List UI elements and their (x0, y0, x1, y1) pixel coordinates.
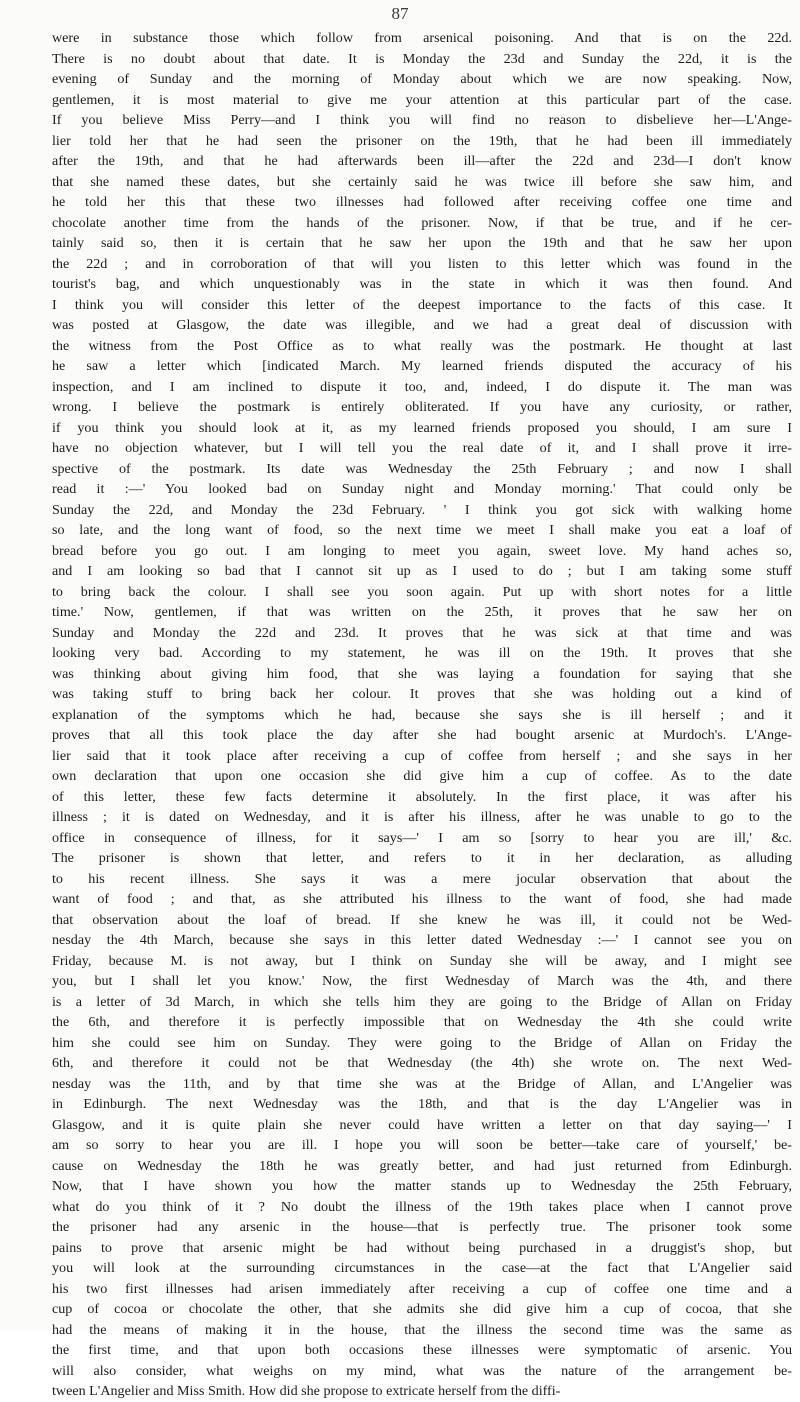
text-line: read it :—' You looked bad on Sunday night and Monday morning.' That could only be (52, 481, 792, 497)
text-line: proves that all this took place the day after she had bought arsenic at Murdoch's. L'Ange- (52, 727, 792, 743)
text-line: Now, that I have shown you how the matter stands up to Wednesday the 25th February, (52, 1178, 792, 1194)
page-number: 87 (391, 4, 409, 23)
text-line: If you believe Miss Perry—and I think you will find no reason to disbelieve her—L'Ange- (52, 112, 792, 128)
text-line: Glasgow, and it is quite plain she never could have written a letter on that day saying—' I (52, 1116, 792, 1133)
text-line: to bring back the colour. I shall see you soon again. Put up with short notes for a little (52, 583, 792, 600)
text-line: he saw a letter which [indicated March. My learned friends disputed the accuracy of his (52, 358, 792, 374)
text-line: pains to prove that arsenic might be had without being purchased in a druggist's shop, but (52, 1239, 792, 1256)
text-line: the 22d ; and in corroboration of that will you listen to this letter which was found in the (52, 255, 792, 272)
text-line: will also consider, what weighs on my mind, what was the nature of the arrangement be- (52, 1362, 792, 1379)
text-line: is a letter of 3d March, in which she tells him they are going to the Bridge of Allan on Friday (52, 993, 792, 1010)
text-line: Sunday the 22d, and Monday the 23d February. ' I think you got sick with walking home (52, 501, 792, 518)
text-line: tween L'Angelier and Miss Smith. How did she propose to extricate herself from the diffi- (52, 1383, 561, 1399)
text-line: nesday was the 11th, and by that time she was at the Bridge of Allan, and L'Angelier was (52, 1075, 792, 1092)
text-line: am so sorry to hear you are ill. I hope you will soon be better—take care of yourself,' be- (52, 1137, 792, 1153)
text-line: own declaration that upon one occasion she did give him a cup of coffee. As to the date (52, 768, 792, 784)
text-line: was taking stuff to bring back her colour. It proves that she was holding out a kind of (52, 686, 792, 702)
text-line: evening of Sunday and the morning of Monday about which we are now speaking. Now, (52, 71, 792, 87)
text-line: the 6th, and therefore it is perfectly impossible that on Wednesday the 4th she could write (52, 1014, 792, 1030)
text-line: There is no doubt about that date. It is Monday the 23d and Sunday the 22d, it is the (52, 50, 792, 67)
text-line: the witness from the Post Office as to what really was the postmark. He thought at last (52, 337, 792, 354)
text-line: 6th, and therefore it could not be that Wednesday (the 4th) she wrote on. The next Wed- (52, 1055, 792, 1071)
text-line: lier said that it took place after receiving a cup of coffee from herself ; and she says in her (52, 747, 792, 764)
text-line: I think you will consider this letter of the deepest importance to the facts of this case. It (52, 296, 792, 313)
text-line: you, but I shall let you know.' Now, the first Wednesday of March was the 4th, and there (52, 973, 792, 989)
text-line: inspection, and I am inclined to dispute it too, and, indeed, I do dispute it. The man was (52, 378, 792, 395)
text-line: was posted at Glasgow, the date was illegible, and we had a great deal of discussion with (52, 317, 792, 333)
text-line: office in consequence of illness, for it says—' I am so [sorry to hear you are ill,' &c. (52, 829, 792, 846)
text-line: The prisoner is shown that letter, and refers to it in her declaration, as alluding (52, 850, 792, 866)
text-line: the first time, and that upon both occasions these illnesses were symptomatic of arsenic. You (52, 1342, 792, 1358)
text-line: and I am looking so bad that I cannot sit up as I used to do ; but I am taking some stuff (52, 563, 792, 579)
text-line: time.' Now, gentlemen, if that was written on the 25th, it proves that he saw her on (52, 604, 792, 620)
body-text (52, 28, 792, 1402)
text-line: want of food ; and that, as she attributed his illness to the want of food, she had made (52, 891, 792, 907)
text-line: that she named these dates, but she certainly said he was twice ill before she saw him, and (52, 173, 792, 190)
text-line: had the means of making it in the house, that the illness the second time was the same as (52, 1321, 792, 1338)
text-line: the prisoner had any arsenic in the house—that is perfectly true. The prisoner took some (52, 1219, 792, 1235)
text-line: wrong. I believe the postmark is entirely obliterated. If you have any curiosity, or rather, (52, 399, 792, 415)
text-line: to his recent illness. She says it was a mere jocular observation that about the (52, 870, 792, 887)
text-line: in Edinburgh. The next Wednesday was the 18th, and that is the day L'Angelier was in (52, 1096, 792, 1112)
text-line: tainly said so, then it is certain that he saw her upon the 19th and that he saw her upon (52, 235, 792, 251)
text-line: looking very bad. According to my statement, he was ill on the 19th. It proves that she (52, 645, 792, 661)
text-line: that observation about the loaf of bread. If she knew he was ill, it could not be Wed- (52, 911, 792, 928)
text-line: Sunday and Monday the 22d and 23d. It proves that he was sick at that time and was (52, 624, 792, 641)
text-line: explanation of the symptoms which he had, because she says she is ill herself ; and it (52, 706, 792, 723)
text-line: nesday the 4th March, because she says in this letter dated Wednesday :—' I cannot see you on (52, 932, 792, 948)
text-line: you will look at the surrounding circumstances in the case—at the fact that L'Angelier said (52, 1260, 792, 1276)
text-line: cause on Wednesday the 18th he was greatly better, and had just returned from Edinburgh. (52, 1157, 792, 1174)
text-line: illness ; it is dated on Wednesday, and it is after his illness, after he was unable to go to the (52, 809, 792, 825)
text-line: spective of the postmark. Its date was Wednesday the 25th February ; and now I shall (52, 460, 792, 477)
text-line: were in substance those which follow from arsenical poisoning. And that is on the 22d. (52, 30, 792, 46)
text-line: after the 19th, and that he had afterwards been ill—after the 22d and 23d—I don't know (52, 153, 792, 169)
text-line: if you think you should look at it, as my learned friends proposed you should, I am sure I (52, 419, 792, 436)
text-line: him she could see him on Sunday. They were going to the Bridge of Allan on Friday the (52, 1034, 792, 1051)
text-line: was thinking about giving him food, that she was laying a foundation for saying that she (52, 665, 792, 682)
text-line: bread before you go out. I am longing to meet you again, sweet love. My hand aches so, (52, 542, 792, 559)
text-line: of this letter, these few facts determine it absolutely. In the first place, it was after his (52, 788, 792, 805)
text-line: chocolate another time from the hands of the prisoner. Now, if that be true, and if he cer- (52, 214, 792, 231)
text-line: so late, and the long want of food, so the next time we meet I shall make you eat a loaf of (52, 522, 792, 538)
text-line: tourist's bag, and which unquestionably was in the state in which it was then found. And (52, 276, 792, 292)
text-line: he told her this that these two illnesses had followed after receiving coffee one time and (52, 194, 792, 210)
text-line: have no objection whatever, but I will tell you the real date of it, and I shall prove it irre- (52, 440, 792, 456)
text-line: lier told her that he had seen the prisoner on the 19th, that he had been ill immediately (52, 132, 792, 149)
text-line: Friday, because M. is not away, but I think on Sunday she will be away, and I might see (52, 952, 792, 969)
text-line: cup of cocoa or chocolate the other, that she admits she did give him a cup of cocoa, that she (52, 1301, 792, 1317)
text-line: his two first illnesses had arisen immediately after receiving a cup of coffee one time and a (52, 1280, 792, 1297)
text-line: what do you think of it ? No doubt the illness of the 19th takes place when I cannot prove (52, 1198, 792, 1215)
text-line: gentlemen, it is most material to give me your attention at this particular part of the case. (52, 91, 792, 108)
